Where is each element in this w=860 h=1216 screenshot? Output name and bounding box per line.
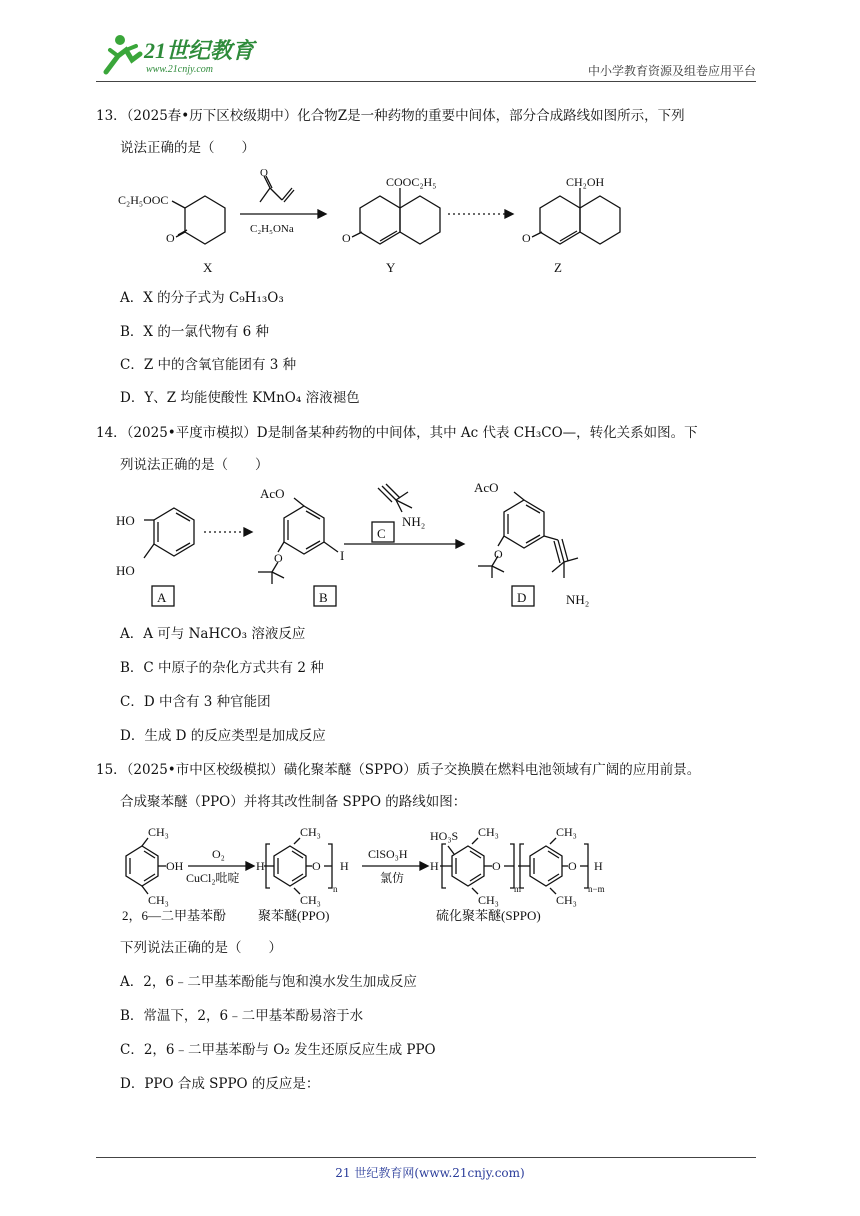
q14-b-ether-o: O: [274, 551, 283, 565]
q15-stem-line3: 下列说法正确的是（ ）: [120, 940, 282, 956]
q15-stem-line2: 合成聚苯醚（PPO）并将其改性制备 SPPO 的路线如图：: [120, 794, 467, 810]
q13-label-x: X: [203, 260, 213, 275]
q13-z-oxo: O: [522, 231, 531, 245]
q15-ppo-ch3-bottom: CH₃: [300, 893, 321, 907]
q14-option-d[interactable]: D．生成 D 的反应类型是加成反应: [120, 728, 326, 744]
q13-stem-line2: 说法正确的是（ ）: [120, 140, 255, 156]
q15-option-d[interactable]: D．PPO 合成 SPPO 的反应是：: [120, 1076, 320, 1092]
q15-dmp-ch3-bottom: CH₃: [148, 893, 169, 907]
q14-label-c: C: [377, 526, 386, 541]
q13-label-y: Y: [386, 260, 396, 275]
q15-sppo-o1: O: [492, 859, 501, 873]
q15-sppo-o2: O: [568, 859, 577, 873]
q14-reaction-scheme: [112, 478, 612, 614]
logo-main-text: 21世纪教育: [144, 38, 255, 63]
q15-ppo-h-left: H: [256, 859, 265, 873]
q13-stem-line1: 13．（2025春•历下区校级期中）化合物Z是一种药物的重要中间体，部分合成路线如图所示，下列: [96, 108, 685, 124]
q15-dmp-ch3-top: CH₃: [148, 825, 169, 839]
q13-reaction-scheme: [110, 166, 630, 278]
footer-link[interactable]: 21 世纪教育网(www.21cnjy.com): [335, 1166, 525, 1180]
q15-sppo-h-left: H: [430, 859, 439, 873]
q15-reagent-clso3h: ClSO₃H: [368, 847, 408, 861]
header-divider: [96, 81, 756, 82]
q15-sppo-ch3-top1: CH₃: [478, 825, 499, 839]
q15-label-ppo: 聚苯醚(PPO): [258, 908, 330, 923]
footer-divider: [96, 1157, 756, 1158]
q15-sppo-ch3-bottom1: CH₃: [478, 893, 499, 907]
q15-catalyst: CuCl₂吡啶: [186, 871, 240, 885]
running-figure-icon: [106, 35, 140, 72]
q13-option-a[interactable]: A．X 的分子式为 C₉H₁₃O₃: [120, 290, 284, 306]
q14-d-aco: AcO: [474, 480, 499, 495]
q15-sppo-ch3-top2: CH₃: [556, 825, 577, 839]
q13-option-b[interactable]: B．X 的一氯代物有 6 种: [120, 324, 269, 340]
q13-y-oxo: O: [342, 231, 351, 245]
q14-a-ho2: HO: [116, 563, 135, 578]
q15-ppo-h-right: H: [340, 859, 349, 873]
q13-y-substituent: COOC₂H₅: [386, 175, 437, 189]
q13-option-d[interactable]: D．Y、Z 均能使酸性 KMnO₄ 溶液褪色: [120, 390, 360, 406]
q15-sppo-ch3-bottom2: CH₃: [556, 893, 577, 907]
q14-d-ether-o: O: [494, 547, 503, 561]
q14-c-nh2: NH₂: [402, 514, 426, 529]
q14-b-aco: AcO: [260, 486, 285, 501]
q15-ppo-n: n: [333, 884, 338, 894]
q15-ppo-o: O: [312, 859, 321, 873]
q15-reagent-o2: O₂: [212, 847, 225, 861]
q15-sppo-h-right: H: [594, 859, 603, 873]
q13-label-z: Z: [554, 260, 562, 275]
q15-sppo-m: m: [514, 884, 522, 894]
q15-sppo-hso3: HO₃S: [430, 829, 459, 843]
site-logo: [96, 30, 266, 80]
q15-solvent: 氯仿: [380, 871, 405, 885]
q14-label-a: A: [157, 590, 167, 605]
q13-reagent: C₂H₅ONa: [250, 223, 294, 235]
q13-z-substituent: CH₂OH: [566, 175, 605, 189]
q15-stem-line1: 15．（2025•市中区校级模拟）磺化聚苯醚（SPPO）质子交换膜在燃料电池领域有广阔的应用前景。: [96, 762, 701, 778]
q13-x-substituent: C₂H₅OOC: [118, 193, 169, 207]
q15-sppo-nm: n−m: [588, 884, 605, 894]
q14-d-nh2: NH₂: [566, 592, 590, 607]
q15-option-b[interactable]: B．常温下，2，6﹣二甲基苯酚易溶于水: [120, 1008, 364, 1024]
q15-ppo-ch3-top: CH₃: [300, 825, 321, 839]
q14-label-d: D: [517, 590, 527, 605]
q13-option-c[interactable]: C．Z 中的含氧官能团有 3 种: [120, 357, 297, 373]
q14-a-ho1: HO: [116, 513, 135, 528]
q15-label-dmp: 2，6—二甲基苯酚: [122, 908, 227, 923]
q14-label-b: B: [319, 590, 328, 605]
q14-option-c[interactable]: C．D 中含有 3 种官能团: [120, 694, 271, 710]
q15-option-a[interactable]: A．2，6﹣二甲基苯酚能与饱和溴水发生加成反应: [120, 974, 417, 990]
q14-option-a[interactable]: A．A 可与 NaHCO₃ 溶液反应: [120, 626, 306, 642]
q15-label-sppo: 硫化聚苯醚(SPPO): [436, 908, 541, 923]
logo-sub-text: www.21cnjy.com: [146, 64, 214, 75]
q15-reaction-scheme: [118, 822, 638, 926]
q15-option-c[interactable]: C．2，6﹣二甲基苯酚与 O₂ 发生还原反应生成 PPO: [120, 1042, 436, 1058]
q13-enone-oxo: O: [260, 167, 268, 179]
q14-b-iodo: I: [340, 548, 345, 563]
q14-stem-line1: 14．（2025•平度市模拟）D是制备某种药物的中间体，其中 Ac 代表 CH₃CO—，转化关系如图。下: [96, 425, 698, 441]
q14-stem-line2: 列说法正确的是（ ）: [120, 457, 269, 473]
q13-x-oxo: O: [166, 231, 175, 245]
q14-option-b[interactable]: B．C 中原子的杂化方式共有 2 种: [120, 660, 324, 676]
q15-dmp-oh: OH: [166, 859, 184, 873]
header-tagline: 中小学教育资源及组卷应用平台: [587, 64, 756, 78]
